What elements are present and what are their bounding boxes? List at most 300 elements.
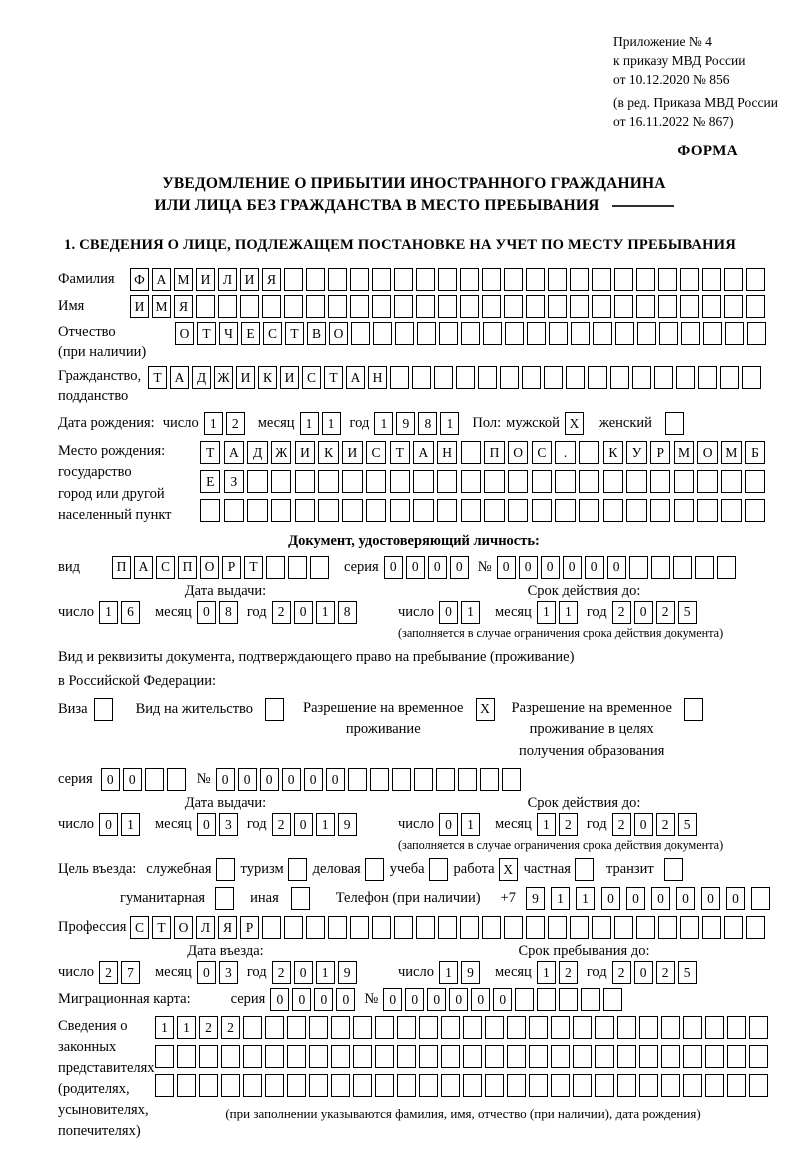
- char-cell[interactable]: Р: [650, 441, 670, 464]
- char-cell[interactable]: [456, 366, 475, 389]
- char-cell[interactable]: [680, 295, 699, 318]
- char-cell[interactable]: 0: [493, 988, 512, 1011]
- char-cell[interactable]: [287, 1016, 306, 1039]
- char-cell[interactable]: 0: [294, 961, 313, 984]
- char-cell[interactable]: 1: [155, 1016, 174, 1039]
- char-cell[interactable]: [366, 499, 386, 522]
- char-cell[interactable]: [265, 1016, 284, 1039]
- char-cell[interactable]: Е: [200, 470, 220, 493]
- char-cell[interactable]: К: [318, 441, 338, 464]
- char-cell[interactable]: 1: [374, 412, 393, 435]
- char-cell[interactable]: 1: [439, 961, 458, 984]
- char-cell[interactable]: [441, 1045, 460, 1068]
- char-cell[interactable]: А: [170, 366, 189, 389]
- char-cell[interactable]: [416, 916, 435, 939]
- char-cell[interactable]: [461, 322, 480, 345]
- char-cell[interactable]: М: [174, 268, 193, 291]
- char-cell[interactable]: [353, 1016, 372, 1039]
- char-cell[interactable]: И: [196, 268, 215, 291]
- char-cell[interactable]: 0: [406, 556, 425, 579]
- char-cell[interactable]: О: [200, 556, 219, 579]
- char-cell[interactable]: [372, 916, 391, 939]
- char-cell[interactable]: [603, 988, 622, 1011]
- char-cell[interactable]: П: [112, 556, 131, 579]
- char-cell[interactable]: 0: [326, 768, 345, 791]
- char-cell[interactable]: [485, 1045, 504, 1068]
- char-cell[interactable]: 1: [322, 412, 341, 435]
- char-cell[interactable]: [478, 366, 497, 389]
- char-cell[interactable]: [683, 1074, 702, 1097]
- char-cell[interactable]: М: [721, 441, 741, 464]
- purpose-humanitarian-checkbox[interactable]: [215, 887, 234, 910]
- char-cell[interactable]: [167, 768, 186, 791]
- char-cell[interactable]: М: [674, 441, 694, 464]
- char-cell[interactable]: Я: [262, 268, 281, 291]
- char-cell[interactable]: [309, 1074, 328, 1097]
- char-cell[interactable]: В: [307, 322, 326, 345]
- char-cell[interactable]: 5: [678, 961, 697, 984]
- char-cell[interactable]: [295, 499, 315, 522]
- char-cell[interactable]: 0: [197, 813, 216, 836]
- char-cell[interactable]: [515, 988, 534, 1011]
- char-cell[interactable]: 1: [551, 887, 570, 910]
- char-cell[interactable]: [485, 1016, 504, 1039]
- char-cell[interactable]: [721, 499, 741, 522]
- char-cell[interactable]: [629, 556, 648, 579]
- char-cell[interactable]: [698, 366, 717, 389]
- char-cell[interactable]: 0: [450, 556, 469, 579]
- char-cell[interactable]: [637, 322, 656, 345]
- char-cell[interactable]: Ж: [271, 441, 291, 464]
- char-cell[interactable]: 1: [177, 1016, 196, 1039]
- char-cell[interactable]: Н: [368, 366, 387, 389]
- char-cell[interactable]: [617, 1074, 636, 1097]
- char-cell[interactable]: [348, 768, 367, 791]
- char-cell[interactable]: [555, 470, 575, 493]
- char-cell[interactable]: [745, 470, 765, 493]
- char-cell[interactable]: [221, 1074, 240, 1097]
- char-cell[interactable]: [551, 1016, 570, 1039]
- char-cell[interactable]: [199, 1045, 218, 1068]
- char-cell[interactable]: 1: [537, 813, 556, 836]
- char-cell[interactable]: [747, 322, 766, 345]
- char-cell[interactable]: 0: [384, 556, 403, 579]
- char-cell[interactable]: 0: [304, 768, 323, 791]
- char-cell[interactable]: [394, 916, 413, 939]
- char-cell[interactable]: [306, 916, 325, 939]
- female-checkbox[interactable]: [665, 412, 684, 435]
- char-cell[interactable]: 0: [101, 768, 120, 791]
- char-cell[interactable]: [266, 556, 285, 579]
- char-cell[interactable]: [177, 1045, 196, 1068]
- purpose-tourism-checkbox[interactable]: [288, 858, 307, 881]
- char-cell[interactable]: [661, 1045, 680, 1068]
- char-cell[interactable]: С: [263, 322, 282, 345]
- char-cell[interactable]: [603, 470, 623, 493]
- char-cell[interactable]: [724, 295, 743, 318]
- char-cell[interactable]: О: [697, 441, 717, 464]
- char-cell[interactable]: [749, 1016, 768, 1039]
- char-cell[interactable]: [551, 1045, 570, 1068]
- char-cell[interactable]: 0: [449, 988, 468, 1011]
- char-cell[interactable]: [507, 1074, 526, 1097]
- char-cell[interactable]: 0: [270, 988, 289, 1011]
- char-cell[interactable]: С: [302, 366, 321, 389]
- char-cell[interactable]: Н: [437, 441, 457, 464]
- char-cell[interactable]: [702, 268, 721, 291]
- char-cell[interactable]: 0: [238, 768, 257, 791]
- char-cell[interactable]: [720, 366, 739, 389]
- char-cell[interactable]: 1: [537, 601, 556, 624]
- char-cell[interactable]: 0: [651, 887, 670, 910]
- char-cell[interactable]: 0: [427, 988, 446, 1011]
- char-cell[interactable]: [626, 470, 646, 493]
- char-cell[interactable]: [461, 499, 481, 522]
- char-cell[interactable]: [717, 556, 736, 579]
- char-cell[interactable]: [288, 556, 307, 579]
- char-cell[interactable]: 0: [405, 988, 424, 1011]
- char-cell[interactable]: [397, 1045, 416, 1068]
- char-cell[interactable]: 2: [612, 813, 631, 836]
- char-cell[interactable]: [394, 268, 413, 291]
- char-cell[interactable]: 0: [634, 601, 653, 624]
- char-cell[interactable]: [570, 916, 589, 939]
- char-cell[interactable]: [504, 268, 523, 291]
- char-cell[interactable]: [674, 499, 694, 522]
- char-cell[interactable]: 9: [461, 961, 480, 984]
- char-cell[interactable]: [262, 295, 281, 318]
- char-cell[interactable]: [681, 322, 700, 345]
- char-cell[interactable]: 0: [626, 887, 645, 910]
- char-cell[interactable]: 0: [439, 601, 458, 624]
- char-cell[interactable]: [721, 470, 741, 493]
- char-cell[interactable]: [507, 1045, 526, 1068]
- char-cell[interactable]: [697, 470, 717, 493]
- char-cell[interactable]: [309, 1016, 328, 1039]
- char-cell[interactable]: 1: [440, 412, 459, 435]
- char-cell[interactable]: [579, 470, 599, 493]
- char-cell[interactable]: [372, 268, 391, 291]
- char-cell[interactable]: [196, 295, 215, 318]
- char-cell[interactable]: [749, 1045, 768, 1068]
- char-cell[interactable]: 5: [678, 601, 697, 624]
- char-cell[interactable]: [419, 1074, 438, 1097]
- char-cell[interactable]: [508, 470, 528, 493]
- char-cell[interactable]: 1: [316, 601, 335, 624]
- char-cell[interactable]: [218, 295, 237, 318]
- char-cell[interactable]: [155, 1045, 174, 1068]
- char-cell[interactable]: 1: [461, 813, 480, 836]
- char-cell[interactable]: [529, 1045, 548, 1068]
- char-cell[interactable]: [390, 470, 410, 493]
- char-cell[interactable]: 0: [314, 988, 333, 1011]
- char-cell[interactable]: 0: [99, 813, 118, 836]
- char-cell[interactable]: [328, 295, 347, 318]
- char-cell[interactable]: [595, 1074, 614, 1097]
- char-cell[interactable]: [483, 322, 502, 345]
- char-cell[interactable]: [414, 768, 433, 791]
- char-cell[interactable]: [437, 499, 457, 522]
- char-cell[interactable]: [504, 916, 523, 939]
- char-cell[interactable]: [397, 1074, 416, 1097]
- char-cell[interactable]: [654, 366, 673, 389]
- char-cell[interactable]: 0: [563, 556, 582, 579]
- char-cell[interactable]: Т: [197, 322, 216, 345]
- char-cell[interactable]: С: [366, 441, 386, 464]
- char-cell[interactable]: [247, 470, 267, 493]
- char-cell[interactable]: [224, 499, 244, 522]
- char-cell[interactable]: [247, 499, 267, 522]
- char-cell[interactable]: [659, 322, 678, 345]
- char-cell[interactable]: 9: [338, 961, 357, 984]
- char-cell[interactable]: [306, 268, 325, 291]
- char-cell[interactable]: О: [175, 322, 194, 345]
- char-cell[interactable]: 9: [338, 813, 357, 836]
- char-cell[interactable]: С: [156, 556, 175, 579]
- char-cell[interactable]: [351, 322, 370, 345]
- char-cell[interactable]: 3: [219, 813, 238, 836]
- char-cell[interactable]: [742, 366, 761, 389]
- char-cell[interactable]: 0: [497, 556, 516, 579]
- char-cell[interactable]: [532, 470, 552, 493]
- char-cell[interactable]: С: [532, 441, 552, 464]
- char-cell[interactable]: [439, 322, 458, 345]
- char-cell[interactable]: [559, 988, 578, 1011]
- char-cell[interactable]: [658, 916, 677, 939]
- char-cell[interactable]: [221, 1045, 240, 1068]
- visa-checkbox[interactable]: [94, 698, 113, 721]
- char-cell[interactable]: [705, 1016, 724, 1039]
- char-cell[interactable]: И: [236, 366, 255, 389]
- char-cell[interactable]: Я: [174, 295, 193, 318]
- char-cell[interactable]: Т: [148, 366, 167, 389]
- char-cell[interactable]: 0: [607, 556, 626, 579]
- char-cell[interactable]: [658, 268, 677, 291]
- purpose-private-checkbox[interactable]: [575, 858, 594, 881]
- char-cell[interactable]: [482, 916, 501, 939]
- purpose-study-checkbox[interactable]: [429, 858, 448, 881]
- char-cell[interactable]: 0: [471, 988, 490, 1011]
- char-cell[interactable]: 2: [221, 1016, 240, 1039]
- char-cell[interactable]: [287, 1074, 306, 1097]
- char-cell[interactable]: [702, 295, 721, 318]
- char-cell[interactable]: [548, 916, 567, 939]
- char-cell[interactable]: [507, 1016, 526, 1039]
- char-cell[interactable]: [751, 887, 770, 910]
- char-cell[interactable]: 2: [226, 412, 245, 435]
- char-cell[interactable]: 6: [121, 601, 140, 624]
- char-cell[interactable]: 0: [197, 961, 216, 984]
- char-cell[interactable]: [438, 916, 457, 939]
- purpose-work-checkbox[interactable]: X: [499, 858, 518, 881]
- char-cell[interactable]: [463, 1045, 482, 1068]
- char-cell[interactable]: 0: [726, 887, 745, 910]
- char-cell[interactable]: [350, 268, 369, 291]
- char-cell[interactable]: А: [413, 441, 433, 464]
- char-cell[interactable]: [458, 768, 477, 791]
- char-cell[interactable]: [595, 1016, 614, 1039]
- char-cell[interactable]: [526, 295, 545, 318]
- char-cell[interactable]: 2: [612, 961, 631, 984]
- char-cell[interactable]: 2: [656, 813, 675, 836]
- purpose-business-checkbox[interactable]: [365, 858, 384, 881]
- char-cell[interactable]: Д: [192, 366, 211, 389]
- char-cell[interactable]: [529, 1016, 548, 1039]
- char-cell[interactable]: [390, 499, 410, 522]
- char-cell[interactable]: О: [508, 441, 528, 464]
- char-cell[interactable]: 9: [396, 412, 415, 435]
- char-cell[interactable]: [508, 499, 528, 522]
- char-cell[interactable]: 0: [541, 556, 560, 579]
- char-cell[interactable]: [614, 916, 633, 939]
- char-cell[interactable]: [661, 1074, 680, 1097]
- char-cell[interactable]: 0: [294, 813, 313, 836]
- char-cell[interactable]: [461, 470, 481, 493]
- char-cell[interactable]: [636, 916, 655, 939]
- char-cell[interactable]: О: [174, 916, 193, 939]
- char-cell[interactable]: 1: [99, 601, 118, 624]
- char-cell[interactable]: 2: [656, 961, 675, 984]
- char-cell[interactable]: [318, 499, 338, 522]
- char-cell[interactable]: [683, 1016, 702, 1039]
- char-cell[interactable]: 1: [300, 412, 319, 435]
- char-cell[interactable]: [412, 366, 431, 389]
- char-cell[interactable]: [145, 768, 164, 791]
- char-cell[interactable]: 1: [537, 961, 556, 984]
- char-cell[interactable]: [697, 499, 717, 522]
- char-cell[interactable]: П: [178, 556, 197, 579]
- char-cell[interactable]: 0: [123, 768, 142, 791]
- char-cell[interactable]: [614, 295, 633, 318]
- char-cell[interactable]: [265, 1045, 284, 1068]
- char-cell[interactable]: [375, 1016, 394, 1039]
- char-cell[interactable]: [595, 1045, 614, 1068]
- char-cell[interactable]: [636, 295, 655, 318]
- char-cell[interactable]: К: [603, 441, 623, 464]
- char-cell[interactable]: Б: [745, 441, 765, 464]
- char-cell[interactable]: [240, 295, 259, 318]
- char-cell[interactable]: 2: [559, 961, 578, 984]
- char-cell[interactable]: А: [152, 268, 171, 291]
- char-cell[interactable]: [680, 916, 699, 939]
- char-cell[interactable]: А: [346, 366, 365, 389]
- char-cell[interactable]: [581, 988, 600, 1011]
- char-cell[interactable]: 0: [601, 887, 620, 910]
- char-cell[interactable]: Ж: [214, 366, 233, 389]
- char-cell[interactable]: З: [224, 470, 244, 493]
- char-cell[interactable]: 1: [461, 601, 480, 624]
- char-cell[interactable]: [674, 470, 694, 493]
- char-cell[interactable]: [342, 499, 362, 522]
- char-cell[interactable]: О: [329, 322, 348, 345]
- char-cell[interactable]: 8: [418, 412, 437, 435]
- char-cell[interactable]: [505, 322, 524, 345]
- char-cell[interactable]: [370, 768, 389, 791]
- char-cell[interactable]: [566, 366, 585, 389]
- char-cell[interactable]: [199, 1074, 218, 1097]
- char-cell[interactable]: 0: [292, 988, 311, 1011]
- char-cell[interactable]: Я: [218, 916, 237, 939]
- char-cell[interactable]: [413, 470, 433, 493]
- char-cell[interactable]: 0: [439, 813, 458, 836]
- char-cell[interactable]: [695, 556, 714, 579]
- purpose-official-checkbox[interactable]: [216, 858, 235, 881]
- char-cell[interactable]: Л: [196, 916, 215, 939]
- temp-residence-checkbox[interactable]: X: [476, 698, 495, 721]
- char-cell[interactable]: [639, 1016, 658, 1039]
- char-cell[interactable]: Р: [240, 916, 259, 939]
- char-cell[interactable]: [177, 1074, 196, 1097]
- char-cell[interactable]: 0: [260, 768, 279, 791]
- char-cell[interactable]: 1: [121, 813, 140, 836]
- char-cell[interactable]: [573, 1045, 592, 1068]
- char-cell[interactable]: И: [295, 441, 315, 464]
- char-cell[interactable]: [419, 1045, 438, 1068]
- char-cell[interactable]: 1: [316, 961, 335, 984]
- char-cell[interactable]: [331, 1045, 350, 1068]
- char-cell[interactable]: 2: [272, 813, 291, 836]
- char-cell[interactable]: [592, 268, 611, 291]
- char-cell[interactable]: [392, 768, 411, 791]
- char-cell[interactable]: [482, 295, 501, 318]
- char-cell[interactable]: [661, 1016, 680, 1039]
- char-cell[interactable]: Л: [218, 268, 237, 291]
- char-cell[interactable]: [306, 295, 325, 318]
- char-cell[interactable]: [271, 499, 291, 522]
- char-cell[interactable]: [749, 1074, 768, 1097]
- char-cell[interactable]: 1: [204, 412, 223, 435]
- char-cell[interactable]: .: [555, 441, 575, 464]
- char-cell[interactable]: 0: [676, 887, 695, 910]
- char-cell[interactable]: [331, 1074, 350, 1097]
- char-cell[interactable]: 8: [338, 601, 357, 624]
- char-cell[interactable]: [155, 1074, 174, 1097]
- char-cell[interactable]: [725, 322, 744, 345]
- char-cell[interactable]: [555, 499, 575, 522]
- char-cell[interactable]: [746, 916, 765, 939]
- char-cell[interactable]: [610, 366, 629, 389]
- char-cell[interactable]: [318, 470, 338, 493]
- char-cell[interactable]: [328, 916, 347, 939]
- char-cell[interactable]: [571, 322, 590, 345]
- char-cell[interactable]: [617, 1045, 636, 1068]
- char-cell[interactable]: 0: [701, 887, 720, 910]
- char-cell[interactable]: [434, 366, 453, 389]
- char-cell[interactable]: Е: [241, 322, 260, 345]
- char-cell[interactable]: [683, 1045, 702, 1068]
- char-cell[interactable]: 2: [656, 601, 675, 624]
- char-cell[interactable]: [724, 268, 743, 291]
- char-cell[interactable]: [441, 1074, 460, 1097]
- char-cell[interactable]: 0: [294, 601, 313, 624]
- char-cell[interactable]: Т: [152, 916, 171, 939]
- char-cell[interactable]: [480, 768, 499, 791]
- char-cell[interactable]: [243, 1045, 262, 1068]
- char-cell[interactable]: [284, 295, 303, 318]
- char-cell[interactable]: [500, 366, 519, 389]
- char-cell[interactable]: [615, 322, 634, 345]
- char-cell[interactable]: 0: [519, 556, 538, 579]
- char-cell[interactable]: [463, 1074, 482, 1097]
- char-cell[interactable]: [438, 295, 457, 318]
- purpose-other-checkbox[interactable]: [291, 887, 310, 910]
- char-cell[interactable]: [463, 1016, 482, 1039]
- char-cell[interactable]: [419, 1016, 438, 1039]
- char-cell[interactable]: [526, 268, 545, 291]
- char-cell[interactable]: Т: [324, 366, 343, 389]
- char-cell[interactable]: [353, 1045, 372, 1068]
- char-cell[interactable]: [658, 295, 677, 318]
